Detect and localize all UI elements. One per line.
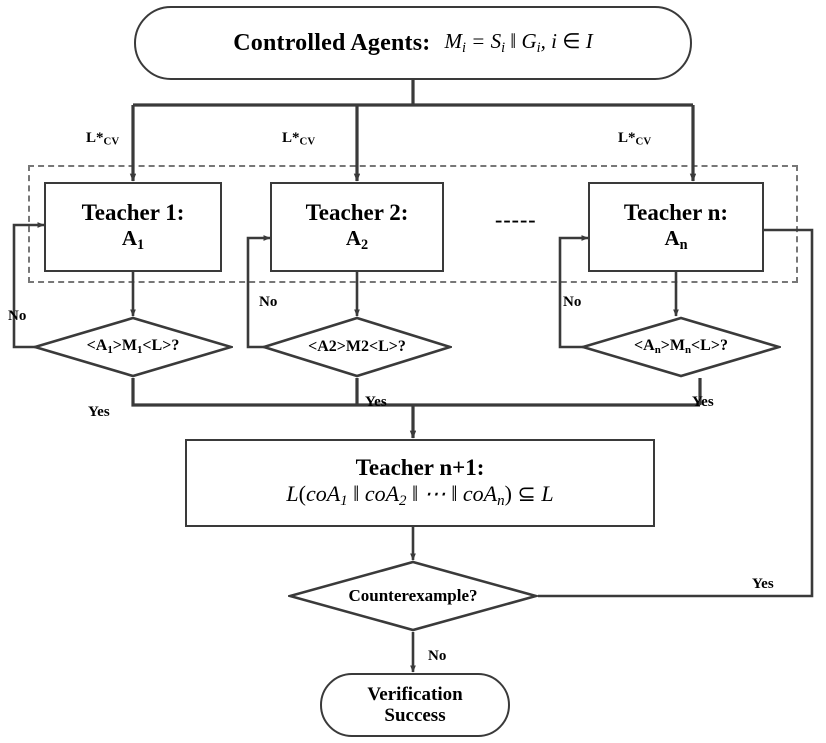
node-controlled-agents bbox=[134, 6, 692, 80]
teacher-n-title: Teacher n: bbox=[623, 200, 729, 225]
edge-label-lcv-2: L*CV bbox=[282, 130, 316, 148]
edge-label-yes-2: Yes bbox=[365, 394, 387, 410]
controlled-agents-label: Controlled Agents: bbox=[233, 29, 431, 56]
decision-check-2 bbox=[262, 316, 452, 378]
teacher-n-plus-1-title: Teacher n+1: bbox=[355, 455, 485, 481]
teacher-ellipsis: ----- bbox=[495, 207, 537, 232]
controlled-agents-formula: $M_i = S_i$ ‖ $G_i$, i ∈ I bbox=[444, 29, 593, 56]
node-teacher-n-plus-1 bbox=[185, 439, 655, 527]
node-teacher-1 bbox=[44, 182, 222, 272]
edge-label-no-1: No bbox=[8, 308, 27, 324]
edge-label-counterexample-no: No bbox=[428, 648, 447, 664]
verification-success-line-2: Success bbox=[384, 705, 446, 726]
edge-label-lcv-1: L*CV bbox=[86, 130, 120, 148]
node-verification-success bbox=[320, 673, 510, 737]
edge-label-lcv-n: L*CV bbox=[618, 130, 652, 148]
teacher-n-body: An bbox=[664, 226, 688, 253]
decision-check-1-label: <A1>M1<L>? bbox=[86, 337, 180, 357]
decision-counterexample-label: Counterexample? bbox=[348, 586, 478, 605]
teacher-2-title: Teacher 2: bbox=[305, 200, 409, 225]
edge-label-yes-n: Yes bbox=[692, 394, 714, 410]
teacher-1-title: Teacher 1: bbox=[81, 200, 185, 225]
decision-check-2-label: <A2>M2<L>? bbox=[308, 338, 406, 355]
verification-success-line-1: Verification bbox=[367, 684, 463, 705]
decision-check-n bbox=[581, 316, 781, 378]
decision-counterexample bbox=[288, 560, 538, 632]
node-teacher-2 bbox=[270, 182, 444, 272]
edge-label-counterexample-yes: Yes bbox=[752, 576, 774, 592]
decision-check-n-label: <An>Mn<L>? bbox=[634, 337, 728, 357]
teacher-2-body: A2 bbox=[345, 226, 369, 253]
decision-check-1 bbox=[33, 316, 233, 378]
node-teacher-n bbox=[588, 182, 764, 272]
edge-label-no-2: No bbox=[259, 294, 278, 310]
teacher-1-body: A1 bbox=[121, 226, 145, 253]
edge-label-no-n: No bbox=[563, 294, 582, 310]
edge-label-yes-1: Yes bbox=[88, 404, 110, 420]
teacher-n-plus-1-formula: L(coA$_1$ ‖ coA$_2$ ‖ ⋯ ‖ coA$_n$) ⊆ L bbox=[286, 481, 554, 510]
